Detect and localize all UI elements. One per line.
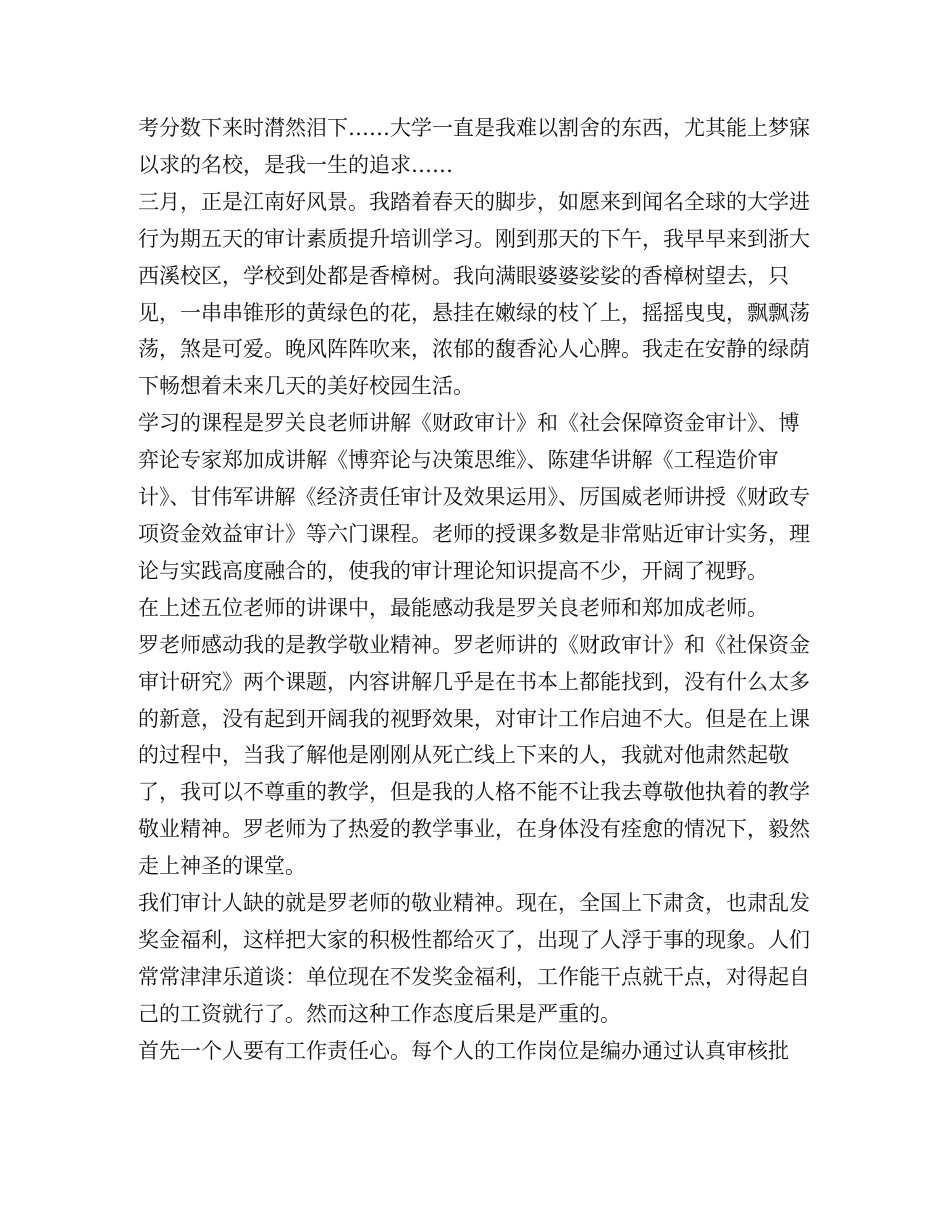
document-body: [138, 110, 818, 1070]
paragraph-7: 首先一个人要有工作责任心。每个人的工作岗位是编办通过认真审核批: [138, 1038, 789, 1063]
paragraph-4: 在上述五位老师的讲课中，最能感动我是罗关良老师和郑加成老师。: [138, 595, 768, 620]
paragraph-5: 罗老师感动我的是教学敬业精神。罗老师讲的《财政审计》和《社保资金审计研究》两个课题，内容讲解几乎是在书本上都能找到，没有什么太多的新意，没有起到开阔我的视野效果，对审计工作启迪不大。但是在上课的过程中，当我了解他是刚刚从死亡线上下来的人，我就对他肃然起敬了，我可以不尊重的教学，但是我的人格不能不让我去尊敬他执着的教学敬业精神。罗老师为了热爱的教学事业，在身体没有痊愈的情况下，毅然走上神圣的课堂。: [138, 632, 810, 879]
paragraph-2: 三月，正是江南好风景。我踏着春天的脚步，如愿来到闻名全球的大学进行为期五天的审计素质提升培训学习。刚到那天的下午，我早早来到浙大西溪校区，学校到处都是香樟树。我向满眼婆婆娑娑的香樟树望去，只见，一串串锥形的黄绿色的花，悬挂在嫩绿的枝丫上，摇摇曳曳，飘飘荡荡，煞是可爱。晚风阵阵吹来，浓郁的馥香沁人心脾。我走在安静的绿荫下畅想着未来几天的美好校园生活。: [138, 189, 810, 399]
paragraph-1: 考分数下来时潸然泪下……大学一直是我难以割舍的东西，尤其能上梦寐以求的名校，是我一生的追求……: [138, 116, 810, 177]
paragraph-6: 我们审计人缺的就是罗老师的敬业精神。现在，全国上下肃贪，也肃乱发奖金福利，这样把大家的积极性都给灭了，出现了人浮于事的现象。人们常常津津乐道谈：单位现在不发奖金福利，工作能干点就干点，对得起自己的工资就行了。然而这种工作态度后果是严重的。: [138, 891, 810, 1026]
paragraph-3: 学习的课程是罗关良老师讲解《财政审计》和《社会保障资金审计》、博弈论专家郑加成讲解《博弈论与决策思维》、陈建华讲解《工程造价审计》、甘伟军讲解《经济责任审计及效果运用》、厉国威老师讲授《财政专项资金效益审计》等六门课程。老师的授课多数是非常贴近审计实务，理论与实践高度融合的，使我的审计理论知识提高不少，开阔了视野。: [138, 411, 810, 583]
